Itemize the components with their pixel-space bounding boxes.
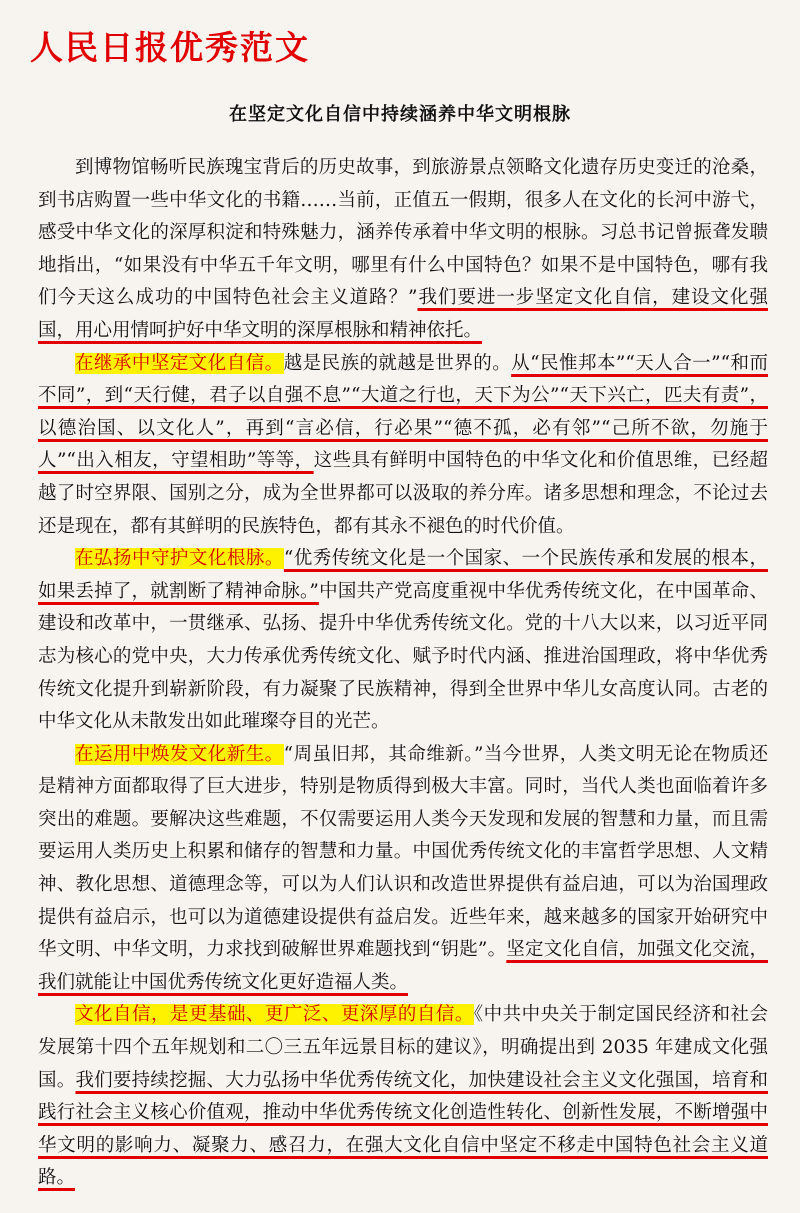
paragraph-text: 中国共产党高度重视中华优秀传统文化，在中国革命、建设和改革中，一贯继承、弘扬、提升中华优秀传统文化。党的十八大以来，以习近平同志为核心的党中央，大力传承优秀传统文化、赋予时代内涵、推进治国理政，将中华优秀传统文化提升到崭新阶段，有力凝聚了民族精神，得到全世界中华儿女高度认同。古老的中华文化从未散发出如此璀璨夺目的光芒。 bbox=[38, 580, 768, 733]
highlight-heading: 文化自信，是更基础、更广泛、更深厚的自信。 bbox=[75, 1004, 474, 1026]
paragraph-text: 《中共中央关于制定国民经济和社会发展第十四个五年规划和二〇三五年远景目标的建议》，明确提出到 2035 年建成文化强国。 bbox=[38, 1004, 768, 1091]
underlined-text: 我们要进一步坚定文化自信，建设文化强国，用心用情呵护好中华文明的深厚根脉和精神依托。 bbox=[38, 287, 768, 341]
paragraph-text: 越是民族的就越是世界的。 bbox=[283, 352, 512, 374]
underlined-text: 从“民惟邦本”“天人合一”“和而不同”，到“天行健，君子以自强不息”“大道之行也，天下为公”“天下兴亡，匹夫有责”，以德治国、以文化人”，再到“言必信，行必果”“德不孤，必有邻”“己所不欲，勿施于人”“出入相友，守望相助”等等， bbox=[38, 352, 768, 472]
highlight-heading: 在继承中坚定文化自信。 bbox=[75, 352, 284, 374]
paragraph-1 bbox=[38, 152, 768, 348]
highlight-heading: 在弘扬中守护文化根脉。 bbox=[75, 548, 284, 570]
highlight-heading: 在运用中焕发文化新生。 bbox=[75, 743, 284, 765]
article-body bbox=[38, 152, 768, 1195]
paragraph-4 bbox=[38, 739, 768, 1000]
brand-header: 人民日报优秀范文 bbox=[30, 28, 310, 67]
underlined-text: 我们要持续挖掘、大力弘扬中华优秀传统文化，加快建设社会主义文化强国，培育和践行社会主义核心价值观，推动中华优秀传统文化创造性转化、创新性发展，不断增强中华文明的影响力、凝聚力、感召力，在强大文化自信中坚定不移走中国特色社会主义道路。 bbox=[38, 1069, 768, 1189]
underlined-text: “优秀传统文化是一个国家、一个民族传承和发展的根本，如果丢掉了，就割断了精神命脉。” bbox=[38, 548, 768, 602]
paragraph-3 bbox=[38, 543, 768, 739]
paragraph-text: 这些具有鲜明中国特色的中华文化和价值思维，已经超越了时空界限、国别之分，成为全世界都可以汲取的养分库。诸多思想和理念，不论过去还是现在，都有其鲜明的民族特色，都有其永不褪色的时代价值。 bbox=[38, 450, 768, 537]
underlined-text: 坚定文化自信，加强文化交流，我们就能让中国优秀传统文化更好造福人类。 bbox=[38, 939, 768, 993]
paragraph-2 bbox=[38, 348, 768, 544]
article-title: 在坚定文化自信中持续涵养中华文明根脉 bbox=[229, 104, 571, 125]
paragraph-text: “周虽旧邦，其命维新。”当今世界，人类文明无论在物质还是精神方面都取得了巨大进步，特别是物质得到极大丰富。同时，当代人类也面临着许多突出的难题。要解决这些难题，不仅需要运用人类今天发现和发展的智慧和力量，而且需要运用人类历史上积累和储存的智慧和力量。中国优秀传统文化的丰富哲学思想、人文精神、教化思想、道德理念等，可以为人们认识和改造世界提供有益启迪，可以为治国理政提供有益启示，也可以为道德建设提供有益启发。近些年来，越来越多的国家开始研究中华文明、中华文明，力求找到破解世界难题找到“钥匙”。 bbox=[38, 743, 768, 961]
paragraph-5 bbox=[38, 999, 768, 1195]
paragraph-text: 到博物馆畅听民族瑰宝背后的历史故事，到旅游景点领略文化遗存历史变迁的沧桑，到书店购置一些中华文化的书籍……当前，正值五一假期，很多人在文化的长河中游弋，感受中华文化的深厚积淀和特殊魅力，涵养传承着中华文明的根脉。习总书记曾振聋发聩地指出，“如果没有中华五千年文明，哪里有什么中国特色？如果不是中国特色，哪有我们今天这么成功的中国特色社会主义道路？” bbox=[38, 157, 768, 309]
